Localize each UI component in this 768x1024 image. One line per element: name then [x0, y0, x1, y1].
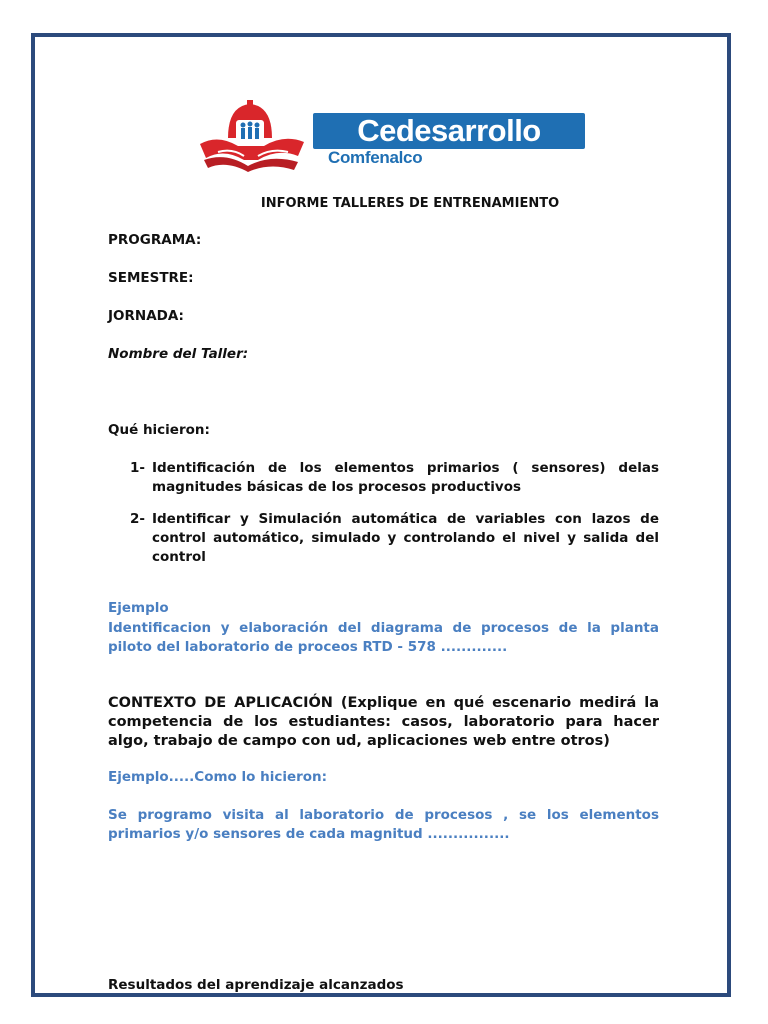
contexto-aplicacion: CONTEXTO DE APLICACIÓN (Explique en qué escenario medirá la competencia de los estudiantes: casos, laboratorio para hacer algo, trabajo de campo con ud, aplicaciones web entre otros): [108, 695, 659, 749]
ejemplo-label: Ejemplo: [108, 600, 169, 616]
ejemplo-text: Identificacion y elaboración del diagrama de procesos de la planta piloto del laboratorio de proceos RTD - 578 .............: [108, 620, 659, 655]
list-item: Identificar y Simulación automática de variables con lazos de control automático, simulado y controlando el nivel y salida del control: [152, 511, 659, 565]
logo-brand-text: Cedesarrollo: [357, 113, 541, 148]
list-item: Identificación de los elementos primarios ( sensores) delas magnitudes básicas de los procesos productivos: [152, 460, 659, 495]
semestre-label: SEMESTRE:: [108, 270, 194, 286]
logo-subtitle: Comfenalco: [328, 148, 423, 167]
document-title: INFORME TALLERES DE ENTRENAMIENTO: [260, 196, 560, 211]
que-hicieron-label: Qué hicieron:: [108, 422, 210, 438]
ejemplo-como-label: Ejemplo.....Como lo hicieron:: [108, 769, 328, 785]
logo-brand-box: [313, 113, 585, 149]
jornada-label: JORNADA:: [108, 308, 184, 324]
cedesarrollo-logo: [198, 100, 588, 172]
ejemplo-como-text: Se programo visita al laboratorio de procesos , se los elementos primarios y/o sensores de cada magnitud ................: [108, 807, 659, 842]
nombre-taller-label: Nombre del Taller:: [108, 346, 249, 362]
resultados-label: Resultados del aprendizaje alcanzados: [108, 977, 404, 993]
castle-emblem-icon: [198, 100, 310, 172]
item-number: 1-: [130, 460, 145, 476]
item-number: 2-: [130, 511, 145, 527]
programa-label: PROGRAMA:: [108, 232, 202, 248]
